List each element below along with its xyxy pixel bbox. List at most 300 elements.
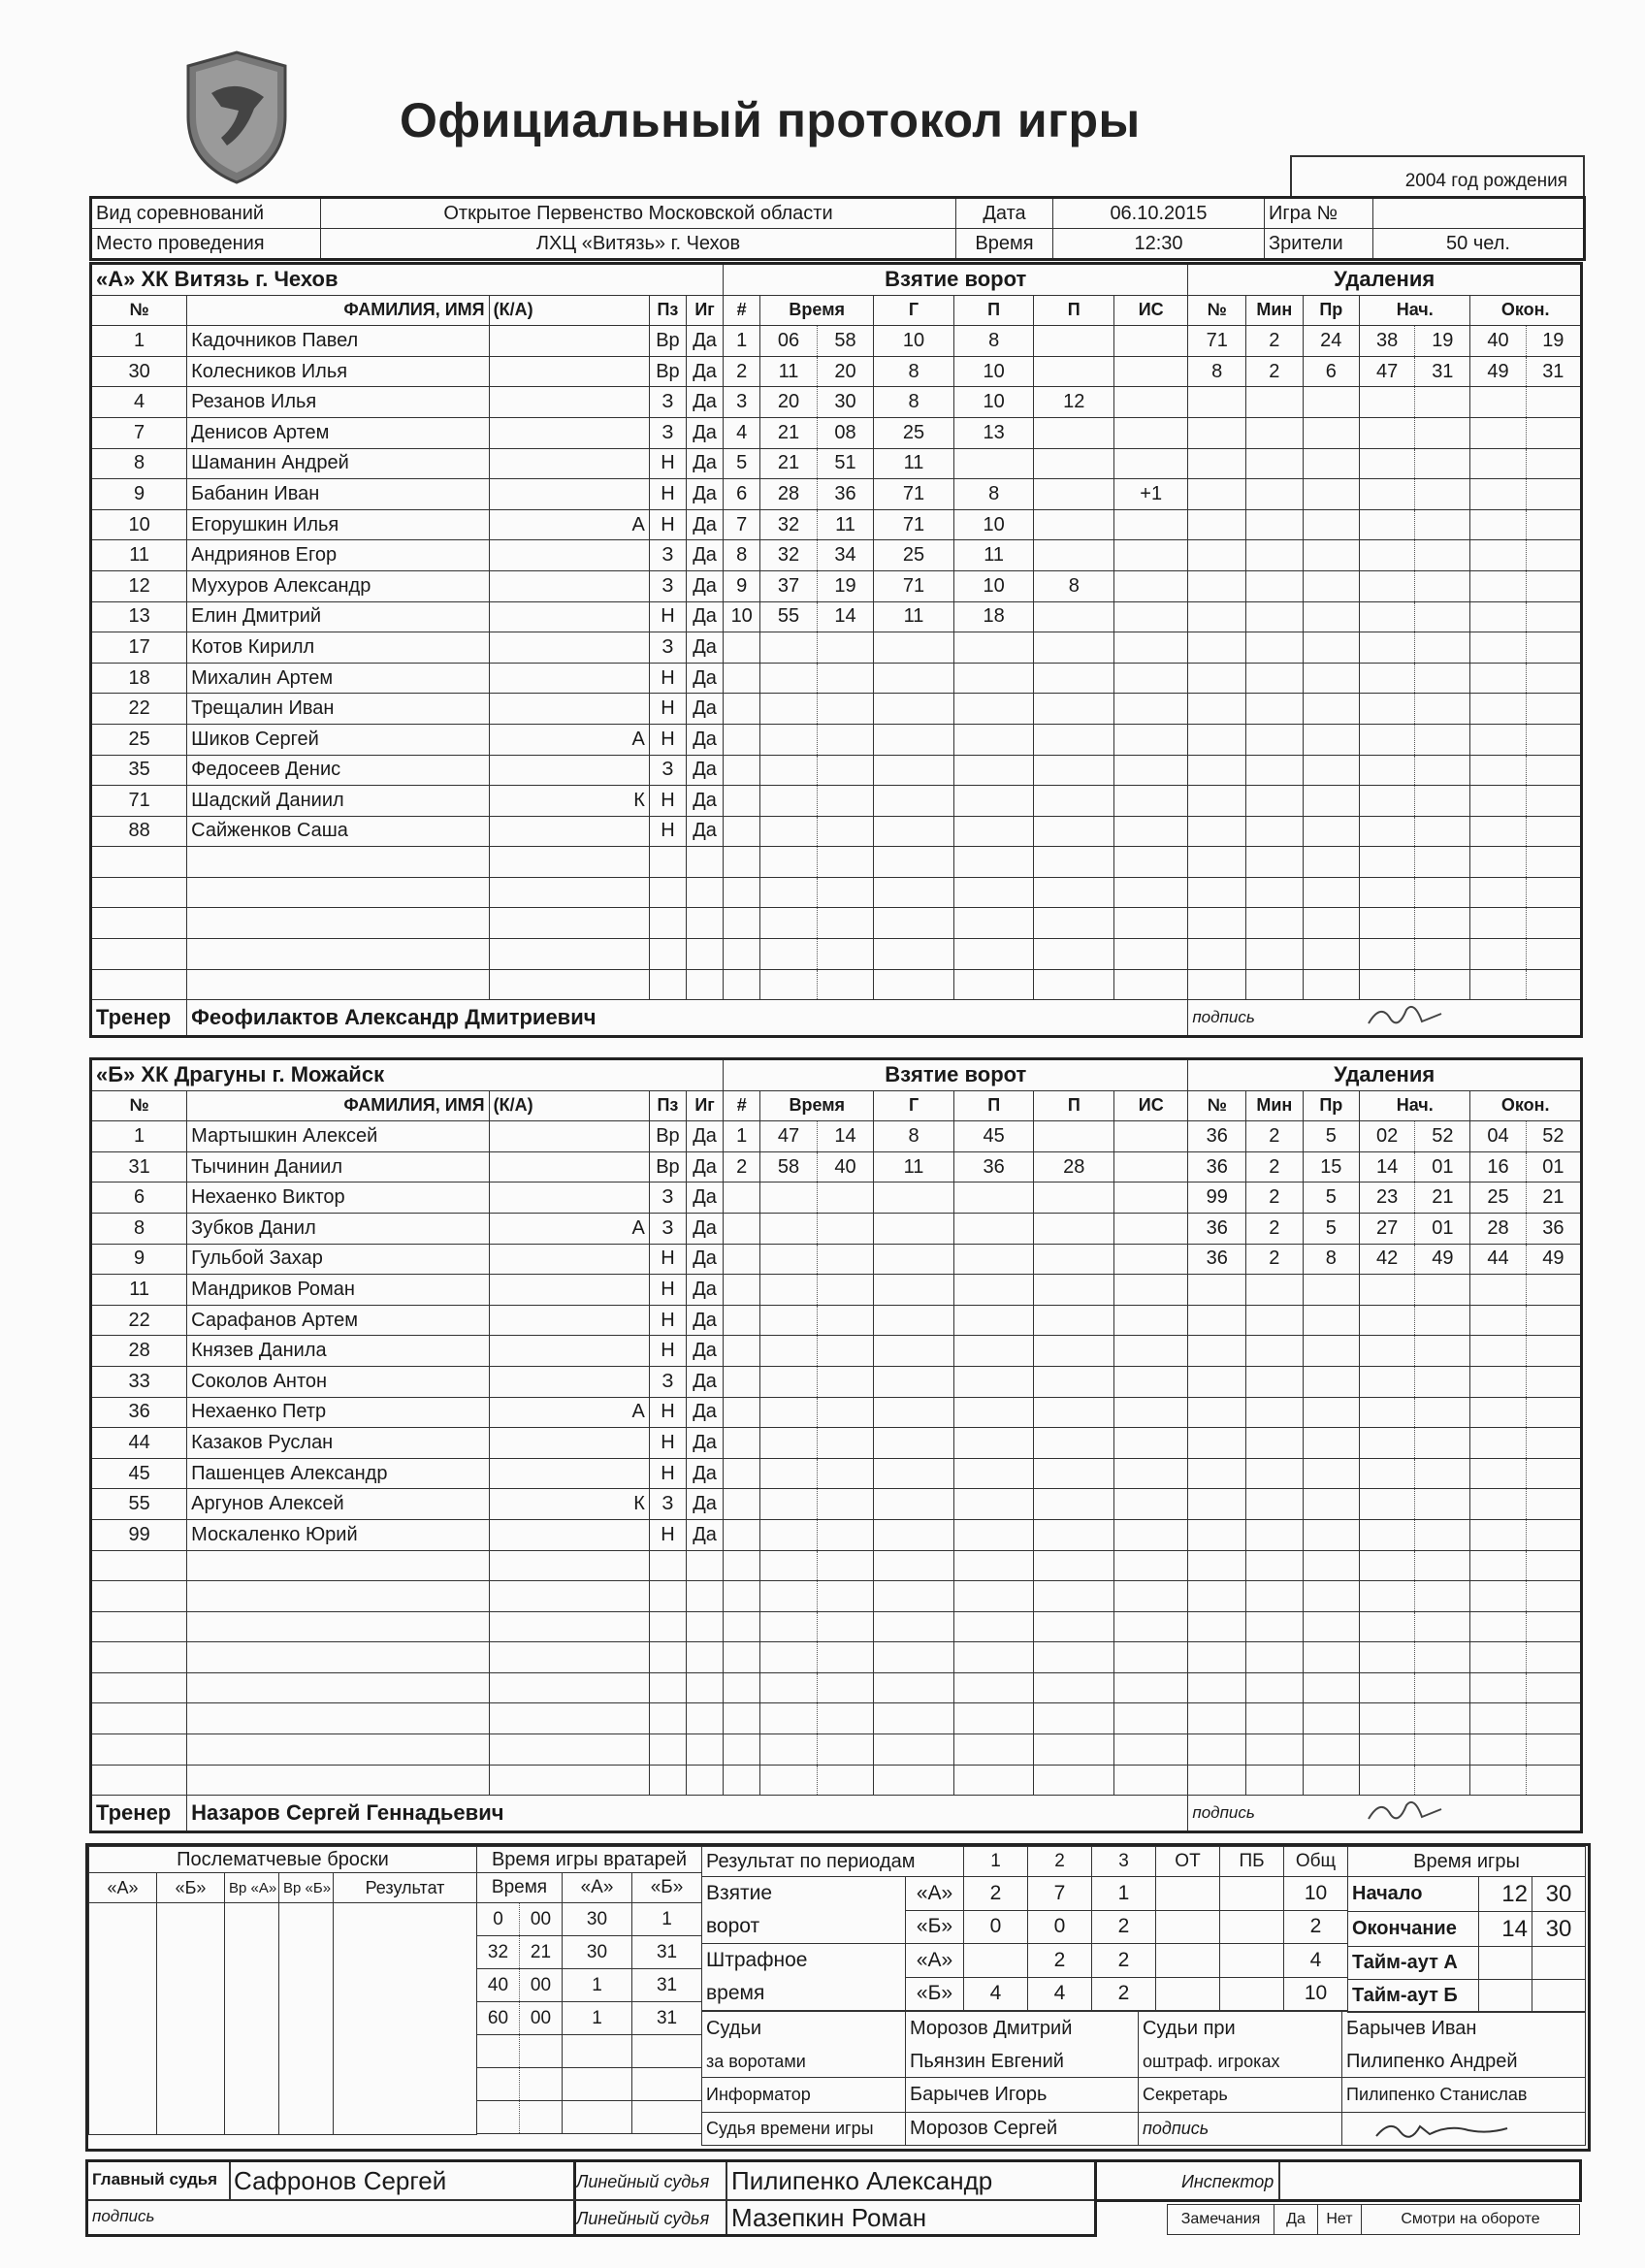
- goal-number: [724, 724, 760, 755]
- player-played: Да: [687, 326, 724, 357]
- goal-is: [1114, 1151, 1188, 1183]
- penalty-reason: 5: [1303, 1213, 1359, 1244]
- goal-assist-2: [1034, 877, 1114, 908]
- player-ka: [489, 877, 649, 908]
- player-played: [687, 969, 724, 1000]
- penalty-start-sec: [1415, 1275, 1470, 1306]
- penalty-start-min: [1360, 387, 1415, 418]
- penalty-start-min: [1360, 1275, 1415, 1306]
- goal-assist-2: [1034, 939, 1114, 970]
- col-pen-start: Нач.: [1360, 1090, 1470, 1121]
- penalty-end-sec: 01: [1526, 1151, 1581, 1183]
- gk-goalie-a: [563, 2068, 632, 2101]
- goal-minute: [760, 1366, 817, 1397]
- period-value: [1156, 1977, 1220, 2011]
- goal-scorer: [874, 939, 954, 970]
- coach-label: Тренер: [91, 1000, 187, 1037]
- goal-is: [1114, 509, 1188, 540]
- penalty-player: 99: [1188, 1183, 1246, 1214]
- table-row: [91, 570, 1582, 601]
- goal-is: [1114, 417, 1188, 448]
- period-value: 2: [1092, 1944, 1156, 1978]
- goal-assist-2: [1034, 540, 1114, 571]
- goal-assist-1: [953, 1397, 1034, 1428]
- player-position: [649, 908, 686, 939]
- table-row: [91, 1275, 1582, 1306]
- penalty-start-sec: [1415, 1672, 1470, 1703]
- col-pen-reason: Пр: [1303, 1090, 1359, 1121]
- penalty-minutes: [1246, 1336, 1303, 1367]
- penalty-minutes: [1246, 724, 1303, 755]
- goal-is: [1114, 1183, 1188, 1214]
- player-position: [649, 1765, 686, 1796]
- penalty-reason: [1303, 448, 1359, 479]
- penalty-judge-1: Барычев Иван: [1342, 2012, 1586, 2047]
- period-value: 2: [964, 1877, 1028, 1911]
- gk-goalie-a: 1: [563, 1969, 632, 2002]
- penalty-start-min: [1360, 755, 1415, 786]
- goal-second: [817, 1672, 873, 1703]
- player-position: [649, 1672, 686, 1703]
- coach-signature: [1360, 1000, 1582, 1037]
- signature-icon: [1371, 2115, 1517, 2144]
- start-min: 30: [1532, 1877, 1586, 1912]
- goalkeeper-time-table: [476, 1846, 702, 2134]
- penalty-end-sec: [1526, 632, 1581, 664]
- penalty-minutes: [1246, 1397, 1303, 1428]
- gk-title: Время игры вратарей: [477, 1847, 702, 1873]
- penalty-end-sec: 21: [1526, 1183, 1581, 1214]
- penalty-player: 36: [1188, 1244, 1246, 1275]
- penalty-minutes: [1246, 387, 1303, 418]
- goal-number: 1: [724, 326, 760, 357]
- penalty-start-sec: [1415, 939, 1470, 970]
- table-row: [91, 326, 1582, 357]
- penalty-player: [1188, 786, 1246, 817]
- goal-minute: [760, 1275, 817, 1306]
- penalty-end-min: 44: [1470, 1244, 1526, 1275]
- goal-is: [1114, 1519, 1188, 1550]
- penalty-reason: [1303, 1734, 1359, 1766]
- player-played: Да: [686, 1458, 723, 1489]
- player-ka: [489, 479, 649, 510]
- goal-is: [1114, 939, 1188, 970]
- goal-minute: [760, 877, 817, 908]
- bottom-block: [85, 1843, 1591, 2152]
- penalty-judges-label-2: оштраф. игроках: [1139, 2047, 1342, 2078]
- penalties-section-title: Удаления: [1188, 1059, 1582, 1091]
- goal-second: [817, 939, 873, 970]
- gk-goalie-b: 31: [632, 1936, 702, 1969]
- player-played: Да: [687, 387, 724, 418]
- col-pos: Пз: [649, 1090, 686, 1121]
- goal-minute: 55: [760, 601, 817, 632]
- player-position: З: [649, 1366, 686, 1397]
- penalty-start-sec: [1415, 1336, 1470, 1367]
- goal-assist-2: [1034, 1366, 1114, 1397]
- goal-minute: [760, 632, 817, 664]
- penalty-reason: [1303, 570, 1359, 601]
- player-ka: [489, 1305, 649, 1336]
- penalty-player: [1188, 1366, 1246, 1397]
- penalty-player: [1188, 1428, 1246, 1459]
- penalty-end-sec: [1526, 724, 1581, 755]
- player-position: З: [649, 387, 686, 418]
- goal-minute: [760, 1489, 817, 1520]
- col-goal-scorer: Г: [874, 1090, 954, 1121]
- gk-minute: [477, 2101, 520, 2134]
- signature-icon: [1364, 1796, 1480, 1825]
- player-number: 13: [91, 601, 187, 632]
- gk-second: 21: [520, 1936, 563, 1969]
- table-row: [91, 1642, 1582, 1673]
- team-header-row: [91, 1090, 1582, 1121]
- player-position: Н: [649, 1458, 686, 1489]
- game-time-table: [1347, 1846, 1586, 2013]
- goal-minute: [760, 1336, 817, 1367]
- penalty-start-min: [1360, 877, 1415, 908]
- goal-scorer: [874, 1428, 954, 1459]
- player-position: Н: [649, 509, 686, 540]
- goal-assist-1: [953, 1336, 1034, 1367]
- period-value: 1: [1092, 1877, 1156, 1911]
- gk-second: 00: [520, 1969, 563, 2002]
- goal-is: [1114, 1765, 1188, 1796]
- penalty-judges-label-1: Судьи при: [1139, 2012, 1342, 2047]
- player-played: Да: [687, 694, 724, 725]
- penalty-reason: [1303, 540, 1359, 571]
- penalty-start-min: 14: [1360, 1151, 1415, 1183]
- goal-judges-label-2: за воротами: [702, 2047, 906, 2078]
- col-goal-time: Время: [760, 1090, 874, 1121]
- shootout-title-row: [89, 1847, 477, 1873]
- shootout-body-row: [89, 1903, 477, 2135]
- player-position: [649, 847, 686, 878]
- time-value: 12:30: [1053, 229, 1265, 260]
- goal-scorer: [874, 1519, 954, 1550]
- linesman-1-value: Пилипенко Александр: [731, 2166, 993, 2195]
- col-goal-is: ИС: [1114, 1090, 1188, 1121]
- goal-number: [724, 1244, 760, 1275]
- goal-assist-2: [1034, 1734, 1114, 1766]
- goal-second: [817, 694, 873, 725]
- goal-is: [1114, 448, 1188, 479]
- goal-assist-1: [953, 1581, 1034, 1612]
- penalty-reason: 6: [1303, 356, 1359, 387]
- penalty-start-min: [1360, 1366, 1415, 1397]
- goal-assist-2: [1034, 1458, 1114, 1489]
- penalty-reason: [1303, 755, 1359, 786]
- goal-assist-1: [953, 1275, 1034, 1306]
- penalty-end-min: [1470, 908, 1526, 939]
- penalty-reason: [1303, 632, 1359, 664]
- goal-scorer: [874, 632, 954, 664]
- goal-assist-2: [1034, 816, 1114, 847]
- penalty-reason: [1303, 1765, 1359, 1796]
- col-pen-num: №: [1188, 1090, 1246, 1121]
- penalty-minutes: [1246, 786, 1303, 817]
- goal-is: [1114, 908, 1188, 939]
- penalty-end-min: [1470, 1336, 1526, 1367]
- goal-number: [724, 1489, 760, 1520]
- player-number: 30: [91, 356, 187, 387]
- player-ka: [489, 1183, 649, 1214]
- penalty-minutes: [1246, 1489, 1303, 1520]
- goal-assist-2: [1034, 1581, 1114, 1612]
- player-name: Шаманин Андрей: [187, 448, 489, 479]
- penalty-minutes: [1246, 1550, 1303, 1581]
- goal-scorer: [874, 1458, 954, 1489]
- penalty-player: 36: [1188, 1151, 1246, 1183]
- goal-minute: 11: [760, 356, 817, 387]
- period-value: [964, 1944, 1028, 1978]
- goal-is: [1114, 786, 1188, 817]
- player-number: 88: [91, 816, 187, 847]
- gk-goalie-a: [563, 2101, 632, 2134]
- competition-value: Открытое Первенство Московской области: [321, 198, 956, 229]
- penalty-minutes: [1246, 448, 1303, 479]
- penalty-end-min: [1470, 1765, 1526, 1796]
- goal-scorer: [874, 1275, 954, 1306]
- penalty-start-min: [1360, 1305, 1415, 1336]
- goal-scorer: [874, 1366, 954, 1397]
- penalty-player: [1188, 509, 1246, 540]
- penalty-start-min: [1360, 1336, 1415, 1367]
- penalty-end-min: [1470, 1275, 1526, 1306]
- team-section-row: [91, 264, 1582, 296]
- penalty-reason: [1303, 1458, 1359, 1489]
- penalty-start-sec: 21: [1415, 1183, 1470, 1214]
- goal-scorer: [874, 1213, 954, 1244]
- goal-assist-2: [1034, 1275, 1114, 1306]
- penalty-minutes: [1246, 1305, 1303, 1336]
- penalty-start-min: [1360, 939, 1415, 970]
- penalty-end-min: [1470, 1305, 1526, 1336]
- secretary-value: Пилипенко Станислав: [1342, 2078, 1586, 2113]
- gk-minute: 60: [477, 2002, 520, 2035]
- penalty-end-sec: [1526, 1428, 1581, 1459]
- see-back-label: Смотри на обороте: [1362, 2205, 1580, 2235]
- goal-minute: [760, 724, 817, 755]
- goal-assist-1: [953, 1642, 1034, 1673]
- goal-second: [817, 1183, 873, 1214]
- penalty-start-min: 23: [1360, 1183, 1415, 1214]
- penalty-minutes: 2: [1246, 1244, 1303, 1275]
- table-row: [91, 356, 1582, 387]
- remarks-yes: Да: [1274, 2205, 1318, 2235]
- player-played: Да: [687, 601, 724, 632]
- penalty-reason: [1303, 939, 1359, 970]
- penalty-start-min: [1360, 1642, 1415, 1673]
- end-hour: 14: [1479, 1912, 1532, 1947]
- player-name: Сайженков Саша: [187, 816, 489, 847]
- penalty-start-sec: [1415, 724, 1470, 755]
- penalty-minutes: 2: [1246, 1183, 1303, 1214]
- penalty-minutes: [1246, 1672, 1303, 1703]
- penalty-minutes: [1246, 847, 1303, 878]
- goals-section-title: Взятие ворот: [724, 1059, 1188, 1091]
- shootout-col: Результат: [334, 1873, 477, 1903]
- goal-second: [817, 1366, 873, 1397]
- penalty-end-sec: [1526, 1581, 1581, 1612]
- player-ka: [489, 1611, 649, 1642]
- penalty-minutes: [1246, 1519, 1303, 1550]
- penalty-start-sec: [1415, 877, 1470, 908]
- penalty-end-sec: 31: [1526, 356, 1581, 387]
- player-position: [649, 939, 686, 970]
- player-position: Вр: [649, 326, 686, 357]
- penalty-start-sec: [1415, 570, 1470, 601]
- player-ka: А: [489, 1397, 649, 1428]
- penalty-start-sec: 31: [1415, 356, 1470, 387]
- goal-minute: [760, 1703, 817, 1734]
- goal-is: [1114, 877, 1188, 908]
- goal-number: 6: [724, 479, 760, 510]
- period-row-team: «Б»: [906, 1910, 964, 1944]
- player-name: Казаков Руслан: [187, 1428, 489, 1459]
- penalty-reason: [1303, 1550, 1359, 1581]
- goal-scorer: [874, 816, 954, 847]
- goal-is: [1114, 356, 1188, 387]
- col-goal-assist-1: П: [953, 1090, 1034, 1121]
- team-header-row: [91, 295, 1582, 326]
- penalty-start-sec: [1415, 663, 1470, 694]
- col-pen-min: Мин: [1246, 295, 1303, 326]
- col-goal-time: Время: [760, 295, 874, 326]
- penalty-start-min: [1360, 724, 1415, 755]
- player-position: З: [649, 1213, 686, 1244]
- goal-number: [724, 1703, 760, 1734]
- player-name: [187, 1765, 489, 1796]
- penalty-end-sec: [1526, 847, 1581, 878]
- goal-assist-1: [953, 1458, 1034, 1489]
- goal-assist-2: [1034, 1550, 1114, 1581]
- gk-minute: 0: [477, 1903, 520, 1936]
- periods-title: Результат по периодам: [702, 1847, 964, 1877]
- penalty-start-sec: [1415, 1519, 1470, 1550]
- penalty-start-sec: [1415, 1397, 1470, 1428]
- penalty-minutes: [1246, 540, 1303, 571]
- goal-second: [817, 1642, 873, 1673]
- penalty-start-min: [1360, 1519, 1415, 1550]
- player-position: Н: [649, 1397, 686, 1428]
- player-number: 8: [91, 448, 187, 479]
- player-ka: [489, 1121, 649, 1152]
- goal-is: [1114, 1213, 1188, 1244]
- penalty-minutes: [1246, 939, 1303, 970]
- player-name: [187, 939, 489, 970]
- goal-assist-1: [953, 448, 1034, 479]
- table-row: [91, 1336, 1582, 1367]
- goal-scorer: 11: [874, 448, 954, 479]
- goal-minute: [760, 1428, 817, 1459]
- penalty-minutes: [1246, 908, 1303, 939]
- goal-scorer: [874, 1611, 954, 1642]
- player-played: [686, 1550, 723, 1581]
- penalty-start-sec: 19: [1415, 326, 1470, 357]
- penalty-reason: 15: [1303, 1151, 1359, 1183]
- penalty-reason: [1303, 387, 1359, 418]
- col-pos: Пз: [649, 295, 686, 326]
- player-number: 11: [91, 1275, 187, 1306]
- goal-second: [817, 1765, 873, 1796]
- goal-minute: [760, 1581, 817, 1612]
- coach-sign-label: подпись: [1188, 1000, 1360, 1037]
- col-goal-num: #: [724, 1090, 760, 1121]
- timekeeper-label: Судья времени игры: [702, 2113, 906, 2146]
- year-box: [1290, 155, 1585, 198]
- timekeeper-value: Морозов Сергей: [906, 2113, 1139, 2146]
- period-value: 10: [1284, 1877, 1348, 1911]
- penalty-start-sec: [1415, 786, 1470, 817]
- goal-assist-2: [1034, 509, 1114, 540]
- penalty-end-sec: [1526, 1397, 1581, 1428]
- gk-goalie-b: [632, 2101, 702, 2134]
- goal-minute: 06: [760, 326, 817, 357]
- penalty-start-sec: [1415, 509, 1470, 540]
- goal-second: [817, 1275, 873, 1306]
- goal-assist-1: [953, 724, 1034, 755]
- table-row: [91, 755, 1582, 786]
- player-number: 7: [91, 417, 187, 448]
- penalty-end-min: [1470, 1703, 1526, 1734]
- penalty-reason: [1303, 694, 1359, 725]
- player-ka: [489, 632, 649, 664]
- goal-is: [1114, 1611, 1188, 1642]
- table-row: [477, 2101, 702, 2134]
- player-ka: [489, 417, 649, 448]
- venue-value: ЛХЦ «Витязь» г. Чехов: [321, 229, 956, 260]
- goal-assist-2: [1034, 1213, 1114, 1244]
- goal-assist-2: [1034, 724, 1114, 755]
- player-number: 45: [91, 1458, 187, 1489]
- penalty-end-sec: [1526, 755, 1581, 786]
- goal-scorer: [874, 755, 954, 786]
- penalty-minutes: [1246, 632, 1303, 664]
- penalty-end-min: [1470, 663, 1526, 694]
- player-ka: К: [489, 1489, 649, 1520]
- time-label: Время: [956, 229, 1053, 260]
- player-played: Да: [686, 1397, 723, 1428]
- player-number: 25: [91, 724, 187, 755]
- player-name: Аргунов Алексей: [187, 1489, 489, 1520]
- penalty-player: [1188, 1336, 1246, 1367]
- player-ka: [489, 570, 649, 601]
- gk-minute: 32: [477, 1936, 520, 1969]
- table-row: [91, 479, 1582, 510]
- goal-minute: [760, 1765, 817, 1796]
- player-name: Шиков Сергей: [187, 724, 489, 755]
- penalty-end-min: [1470, 448, 1526, 479]
- penalty-reason: 8: [1303, 1244, 1359, 1275]
- start-hour: 12: [1479, 1877, 1532, 1912]
- periods-header-row: [702, 1847, 1348, 1877]
- shootout-cell: [89, 1903, 157, 2135]
- goal-minute: [760, 1734, 817, 1766]
- goal-second: [817, 1550, 873, 1581]
- timeout-b-label: Тайм-аут Б: [1348, 1980, 1479, 2013]
- goal-second: [817, 663, 873, 694]
- penalty-player: [1188, 601, 1246, 632]
- penalty-minutes: [1246, 479, 1303, 510]
- player-ka: [489, 1151, 649, 1183]
- penalty-player: [1188, 1642, 1246, 1673]
- penalty-minutes: [1246, 755, 1303, 786]
- period-value: 10: [1284, 1977, 1348, 2011]
- player-number: 44: [91, 1428, 187, 1459]
- col-name: ФАМИЛИЯ, ИМЯ: [187, 1090, 489, 1121]
- player-name: Гульбой Захар: [187, 1244, 489, 1275]
